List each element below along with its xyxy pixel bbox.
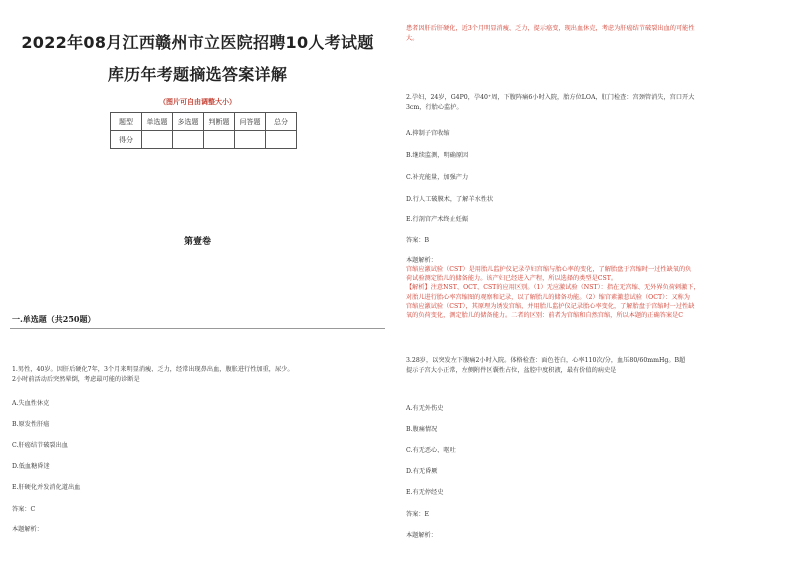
- score-table-score-row: [111, 131, 297, 149]
- question-3-option-c: C.有无恶心、呕吐: [406, 447, 456, 454]
- question-2-analysis: [406, 265, 794, 320]
- score-table-header-row: [111, 113, 297, 131]
- question-1-option-d: D.低血糖昏迷: [12, 463, 50, 470]
- question-3-option-b: B.腹痛情况: [406, 426, 438, 433]
- question-3-option-d: D.有无昏厥: [406, 468, 438, 475]
- question-2-option-c: C.补充能量，加强产力: [406, 174, 469, 181]
- question-1-option-b: B.原发性肝癌: [12, 421, 50, 428]
- question-3-analysis-label: 本题解析：: [406, 532, 437, 539]
- score-header-multi: 多选题: [173, 113, 204, 131]
- document-title-line1: 2022年08月江西赣州市立医院招聘10人考试题: [21, 33, 374, 52]
- q2-analysis-line: 【解析】注意NST、OCT、CST的应用区别。（1）无应激试验（NST）：指在无宫缩、无外界负荷刺激下，: [406, 284, 700, 292]
- question-2-analysis-label: 本题解析：: [406, 257, 437, 264]
- question-1-stem: [12, 365, 392, 384]
- q1-analysis-continued: [406, 24, 791, 43]
- question-3-stem: [406, 356, 791, 375]
- score-cell: [235, 131, 266, 149]
- score-header-single: 单选题: [142, 113, 173, 131]
- question-1-option-e: E.肝硬化并发消化道出血: [12, 484, 81, 491]
- score-table: [110, 112, 297, 149]
- q2-analysis-line: 宫缩应激试验（CST），其原理为诱发宫缩，并用胎儿监护仪记录胎心率变化，了解胎盘于宫缩时一过性缺: [406, 302, 695, 310]
- q2-analysis-line: 氧的负荷变化，测定胎儿的储备能力。二者的区别：前者为宫缩和自然宫缩，所以本题的正确答案是C: [406, 312, 683, 320]
- question-2-option-b: B.继续监测，明确原因: [406, 152, 469, 159]
- question-1-stem-line2: 2小时前活动后突然晕倒，考虑最可能的诊断是: [12, 375, 140, 383]
- question-2-option-a: A.抑制子宫收缩: [406, 130, 450, 137]
- question-3-stem-line2: 提示子宫大小正常，左侧附件区囊性占位，盆腔中度积液，最有价值的病史是: [406, 366, 617, 374]
- question-2-stem-line1: 2.孕妇，24岁，G4P0，孕40⁺周，下腹阵痛6小时入院，胎方位LOA，肛门检查：宫颈管消失，宫口开大: [406, 94, 695, 101]
- score-header-qa: 问答题: [235, 113, 266, 131]
- score-cell: [142, 131, 173, 149]
- q1-analysis-line2: 大。: [406, 34, 419, 42]
- q2-analysis-line: 宫缩应激试验（CST）是用胎儿监护仪记录孕妇宫缩与胎心率的变化，了解胎盘于宫缩时一过性缺氧的负: [406, 266, 692, 273]
- score-cell: [204, 131, 235, 149]
- q2-analysis-line: 对胎儿进行胎心率宫缩图的观察和记录，以了解胎儿的储备功能。（2）缩宫素激惹试验（OCT）：又称为: [406, 293, 690, 301]
- question-2-option-e: E.行剖宫产术终止妊娠: [406, 216, 469, 223]
- question-2-stem-line2: 3cm，行胎心监护。: [406, 103, 463, 111]
- score-row-label: 得分: [111, 131, 142, 149]
- question-3-answer: 答案：E: [406, 511, 430, 518]
- question-3-stem-line1: 3.28岁，以突发左下腹痛2小时入院。体格检查：面色苍白，心率110次/分，血压80/60mmHg。B超: [406, 357, 686, 364]
- q1-analysis-line1: 患者因肝后肝硬化，近3个月明显消瘦、乏力，提示癌变，现出血休克，考虑为肝癌结节破裂出血的可能性: [406, 25, 695, 32]
- score-header-total: 总分: [266, 113, 297, 131]
- score-header-type: 题型: [111, 113, 142, 131]
- question-1-option-c: C.肝癌结节破裂出血: [12, 442, 68, 449]
- question-2-answer: 答案：B: [406, 237, 430, 244]
- score-cell: [266, 131, 297, 149]
- question-1-option-a: A.失血性休克: [12, 400, 50, 407]
- q2-analysis-line: 荷试验测定胎儿的储备能力。该产妇已经进入产程，所以选择的类型是CST。: [406, 275, 618, 283]
- section-title: 一.单选题（共250题）: [12, 314, 96, 324]
- score-cell: [173, 131, 204, 149]
- question-3-option-a: A.有无外伤史: [406, 405, 444, 412]
- score-header-judge: 判断题: [204, 113, 235, 131]
- volume-title: 第壹卷: [183, 237, 211, 247]
- question-1-answer: 答案：C: [12, 506, 36, 513]
- question-2-stem: [406, 93, 791, 112]
- document-title-line2: 库历年考题摘选答案详解: [107, 65, 288, 84]
- question-1-stem-line1: 1.男性，40岁。因肝后硬化7年，3个月来明显消瘦、乏力，经常出现鼻出血，腹胀进行性加重，尿少。: [12, 366, 294, 373]
- question-1-analysis-label: 本题解析：: [12, 526, 43, 533]
- question-2-option-d: D.行人工破膜术，了解羊水性状: [406, 196, 494, 203]
- question-3-option-e: E.有无停经史: [406, 489, 444, 496]
- image-resize-note: （图片可自由调整大小）: [159, 97, 236, 106]
- section-divider: [10, 328, 385, 329]
